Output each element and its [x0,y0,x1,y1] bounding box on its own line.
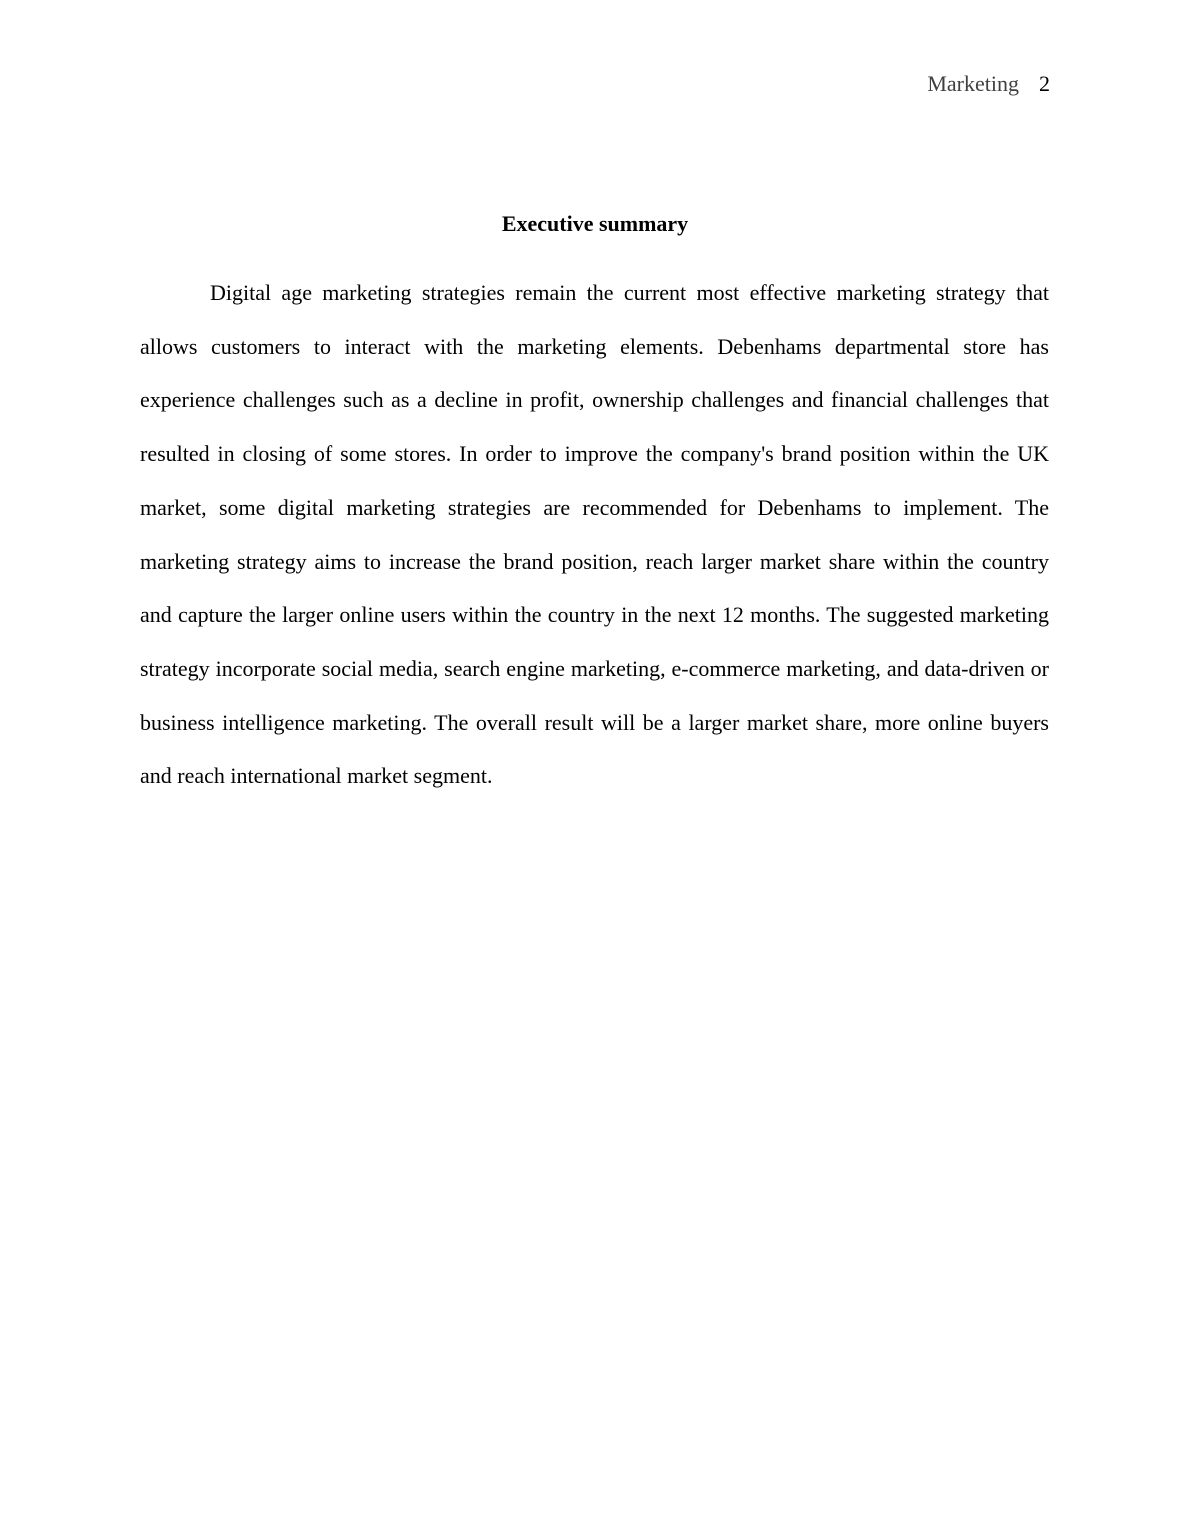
page-number: 2 [1039,71,1050,96]
summary-paragraph: Digital age marketing strategies remain the current most effective marketing strategy that allows customers to interact with the marketing elements. Debenhams departmental store has experience challenges such as a decline in profit, ownership challenges and financial challenges that resulted in closing of some stores. In order to improve the company's brand position within the UK market, some digital marketing strategies are recommended for Debenhams to implement. The marketing strategy aims to increase the brand position, reach larger market share within the country and capture the larger online users within the country in the next 12 months. The suggested marketing strategy incorporate social media, search engine marketing, e-commerce marketing, and data-driven or business intelligence marketing. The overall result will be a larger market share, more online buyers and reach international market segment. [140,280,1049,789]
section-heading: Executive summary [501,211,689,236]
running-head [927,70,1050,98]
running-head-title: Marketing [927,71,1019,96]
